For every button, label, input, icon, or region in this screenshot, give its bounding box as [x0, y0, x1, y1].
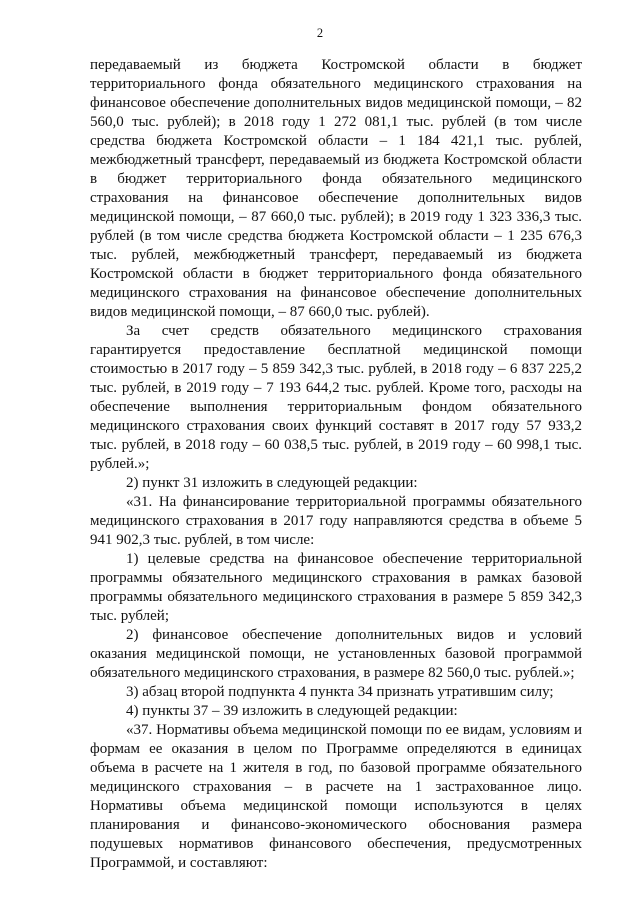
document-body	[90, 56, 582, 873]
paragraph-budget-continuation: передаваемый из бюджета Костромской области в бюджет территориального фонда обязательного медицинского страхования на финансовое обеспечение дополнительных видов медицинской помощи, – 82 560,0 тыс. рублей); в 2018 году 1 272 081,1 тыс. рублей (в том числе средства бюджета Костромской области – 1 184 421,1 тыс. рублей, межбюджетный трансферт, передаваемый из бюджета Костромской области в бюджет территориального фонда обязательного медицинского страхования на финансовое обеспечение дополнительных видов медицинской помощи, – 87 660,0 тыс. рублей); в 2019 году 1 323 336,3 тыс. рублей (в том числе средства бюджета Костромской области – 1 235 676,3 тыс. рублей, межбюджетный трансферт, передаваемый из бюджета Костромской области в бюджет территориального фонда обязательного медицинского страхования на финансовое обеспечение дополнительных видов медицинской помощи, – 87 660,0 тыс. рублей).	[90, 57, 582, 320]
page-number: 2	[316, 26, 324, 40]
paragraph-oms-funding: За счет средств обязательного медицинского страхования гарантируется предоставление бесплатной медицинской помощи стоимостью в 2017 году – 5 859 342,3 тыс. рублей, в 2018 году – 6 837 225,2 тыс. рублей, в 2019 году – 7 193 644,2 тыс. рублей. Кроме того, расходы на обеспечение выполнения территориальным фондом обязательного медицинского страхования своих функций составят в 2017 году 57 933,2 тыс. рублей, в 2018 году – 60 038,5 тыс. рублей, в 2019 году – 60 998,1 тыс. рублей.»;	[90, 323, 582, 472]
paragraph-clause-31-sub-2: 2) финансовое обеспечение дополнительных видов и условий оказания медицинской помощи, не установленных базовой программой обязательного медицинского страхования, в размере 82 560,0 тыс. рублей.»;	[90, 627, 582, 681]
paragraph-item-4: 4) пункты 37 – 39 изложить в следующей редакции:	[126, 703, 458, 719]
paragraph-item-3: 3) абзац второй подпункта 4 пункта 34 признать утратившим силу;	[126, 684, 554, 700]
paragraph-clause-31-sub-1: 1) целевые средства на финансовое обеспечение территориальной программы обязательного медицинского страхования в рамках базовой программы обязательного медицинского страхования в размере 5 859 342,3 тыс. рублей;	[90, 551, 582, 624]
paragraph-item-2: 2) пункт 31 изложить в следующей редакции:	[126, 475, 418, 491]
paragraph-clause-37: «37. Нормативы объема медицинской помощи по ее видам, условиям и формам ее оказания в целом по Программе определяются в единицах объема в расчете на 1 жителя в год, по базовой программе обязательного медицинского страхования – в расчете на 1 застрахованное лицо. Нормативы объема медицинской помощи используются в целях планирования и финансово-экономического обоснования размера подушевых нормативов финансового обеспечения, предусмотренных Программой, и составляют:	[90, 722, 582, 871]
paragraph-clause-31: «31. На финансирование территориальной программы обязательного медицинского страхования в 2017 году направляются средства в объеме 5 941 902,3 тыс. рублей, в том числе:	[90, 494, 582, 548]
